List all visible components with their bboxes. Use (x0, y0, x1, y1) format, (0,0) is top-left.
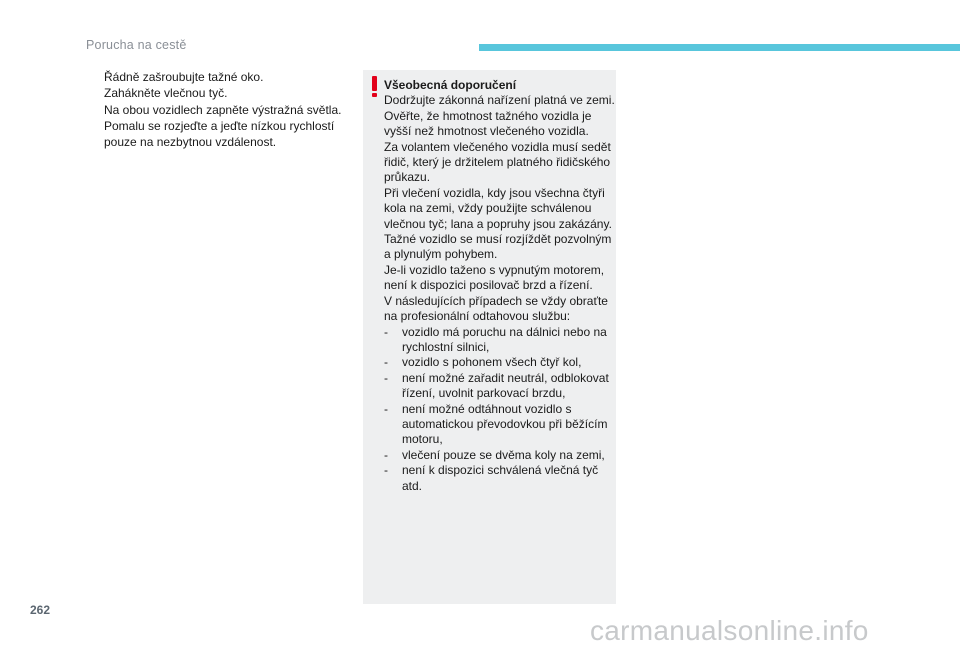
notice-paragraph: Je-li vozidlo taženo s vypnutým motorem, není k dispozici posilovač brzd a řízení. (384, 262, 605, 293)
list-item (87, 69, 349, 85)
notice-paragraph: Dodržujte zákonná nařízení platná ve zemi. (384, 93, 615, 108)
notice-paragraph: Tažné vozidlo se musí rozjíždět pozvolným a plynulým pohybem. (384, 232, 612, 262)
list-item (87, 118, 349, 151)
case-text: není k dispozici schválená vlečná tyč atd. (402, 463, 599, 493)
list-item (384, 325, 616, 356)
list-item (87, 85, 349, 101)
page-number: 262 (30, 603, 51, 617)
case-text: vozidlo má poruchu na dálnici nebo na rychlostní silnici, (402, 324, 607, 354)
step-text: Na obou vozidlech zapněte výstražná světla. (104, 102, 342, 117)
general-recommendations-notice (363, 70, 616, 604)
case-text: vozidlo s pohonem všech čtyř kol, (402, 355, 582, 370)
list-item (384, 463, 616, 494)
section-title: Porucha na cestě (86, 38, 187, 52)
professional-service-cases (384, 325, 616, 494)
header-accent-bar (479, 44, 960, 51)
list-item (384, 402, 616, 448)
notice-body (384, 78, 616, 494)
list-item (87, 102, 349, 118)
dash-marker: - (384, 355, 388, 370)
case-text: není možné zařadit neutrál, odblokovat řízení, uvolnit parkovací brzdu, (402, 370, 609, 401)
list-item (384, 355, 616, 370)
watermark: carmanualsonline.info (590, 615, 869, 646)
case-text: vlečení pouze se dvěma koly na zemi, (402, 447, 605, 462)
notice-title: Všeobecná doporučení (384, 78, 517, 92)
dash-marker: - (384, 324, 388, 339)
warning-exclamation-icon (372, 76, 378, 97)
step-text: Pomalu se rozjeďte a jeďte nízkou rychlostí pouze na nezbytnou vzdálenost. (104, 118, 335, 150)
towing-steps-list (87, 69, 349, 150)
dash-marker: - (384, 447, 388, 462)
notice-paragraph: Při vlečení vozidla, kdy jsou všechna čtyři kola na zemi, vždy použijte schválenou vlečnou tyč; lana a popruhy jsou zakázány. (384, 185, 612, 231)
list-item (384, 371, 616, 402)
step-text: Řádně zašroubujte tažné oko. (104, 70, 264, 84)
dash-marker: - (384, 370, 388, 385)
notice-paragraph: Ověřte, že hmotnost tažného vozidla je vyšší než hmotnost vlečeného vozidla. (384, 108, 592, 139)
notice-paragraph: V následujících případech se vždy obraťte na profesionální odtahovou službu: (384, 293, 608, 324)
notice-paragraph: Za volantem vlečeného vozidla musí sedět řidič, který je držitelem platného řidičského průkazu. (384, 139, 611, 185)
step-text: Zahákněte vlečnou tyč. (104, 86, 228, 101)
dash-marker: - (384, 463, 388, 478)
list-item (384, 448, 616, 463)
dash-marker: - (384, 401, 388, 416)
case-text: není možné odtáhnout vozidlo s automatickou převodovkou při běžícím motoru, (402, 401, 608, 447)
